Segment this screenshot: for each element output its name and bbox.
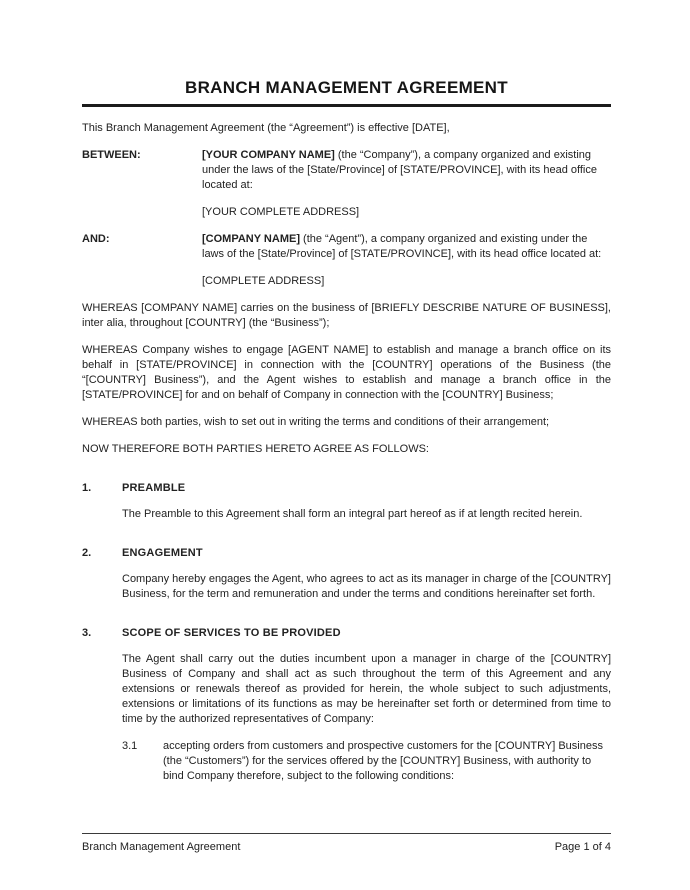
subitem-3-1-number: 3.1 <box>122 740 138 752</box>
section-scope <box>82 626 611 784</box>
subitem-3-1-text: accepting orders from customers and prospective customers for the [COUNTRY] Business (the “Customers”) for the services offered by the [COUNTRY] Business, with authority to bind Company therefore, subject to the following conditions: <box>163 740 603 782</box>
section-scope-title: SCOPE OF SERVICES TO BE PROVIDED <box>122 627 341 639</box>
section-scope-subitem-3-1 <box>122 739 611 784</box>
party-between-address: [YOUR COMPLETE ADDRESS] <box>202 206 360 218</box>
section-engagement-body: Company hereby engages the Agent, who agrees to act as its manager in charge of the [COUNTRY] Business, for the term and remuneration and under the terms and conditions hereinafter set forth. <box>122 573 611 600</box>
recital-engagement: WHEREAS Company wishes to engage [AGENT NAME] to establish and manage a branch office on its behalf in [STATE/PROVINCE] in connection with the [COUNTRY] operations of the Business (the “[COUNTRY] Business”), and the Agent wishes to establish and manage a branch office in the [STATE/PROVINCE] for and on behalf of Company in connection with the [COUNTRY] Business; <box>82 344 611 401</box>
footer-document-name: Branch Management Agreement <box>82 841 241 853</box>
title-rule <box>82 104 611 107</box>
party-between-text <box>202 148 611 193</box>
section-preamble <box>82 481 611 522</box>
section-preamble-number: 1. <box>82 482 92 494</box>
intro-paragraph: This Branch Management Agreement (the “Agreement”) is effective [DATE], <box>82 122 450 134</box>
page-footer <box>82 833 611 854</box>
section-engagement-title: ENGAGEMENT <box>122 547 203 559</box>
party-and-label: AND: <box>82 233 110 245</box>
section-engagement-head <box>82 546 611 561</box>
recital-business: WHEREAS [COMPANY NAME] carries on the business of [BRIEFLY DESCRIBE NATURE OF BUSINESS], inter alia, throughout [COUNTRY] (the “Business”); <box>82 302 611 329</box>
document-content <box>82 78 611 784</box>
party-between-body: (the “Company”), a company organized and existing under the laws of the [State/Province] of [STATE/PROVINCE], with its head office located at: <box>202 149 597 191</box>
agree-clause: NOW THEREFORE BOTH PARTIES HERETO AGREE AS FOLLOWS: <box>82 443 429 455</box>
section-scope-body: The Agent shall carry out the duties incumbent upon a manager in charge of the [COUNTRY] Business of Company and shall act as such throughout the term of this Agreement and any extensions or renewals thereof as provided for herein, the whole subject to such adjustments, extensions or limitations of its functions as may be hereinafter set forth or determined from time to time by the authorized representatives of Company: <box>122 653 611 725</box>
footer-page-number: Page 1 of 4 <box>554 841 611 853</box>
section-engagement-number: 2. <box>82 547 92 559</box>
section-preamble-body: The Preamble to this Agreement shall form an integral part hereof as if at length recited herein. <box>122 508 583 520</box>
party-and-name: [COMPANY NAME] <box>202 233 300 245</box>
section-scope-head <box>82 626 611 641</box>
recital-terms: WHEREAS both parties, wish to set out in writing the terms and conditions of their arrangement; <box>82 416 550 428</box>
party-between-row <box>82 148 611 193</box>
section-preamble-head <box>82 481 611 496</box>
party-and-address: [COMPLETE ADDRESS] <box>202 275 325 287</box>
party-and-row <box>82 232 611 262</box>
party-between-label: BETWEEN: <box>82 149 141 161</box>
section-scope-number: 3. <box>82 627 92 639</box>
party-and-text <box>202 232 611 262</box>
section-engagement <box>82 546 611 602</box>
section-preamble-title: PREAMBLE <box>122 482 186 494</box>
party-between-name: [YOUR COMPANY NAME] <box>202 149 335 161</box>
document-title: BRANCH MANAGEMENT AGREEMENT <box>185 78 508 97</box>
party-and-body: (the “Agent”), a company organized and existing under the laws of the [State/Province] of [STATE/PROVINCE], with its head office located at: <box>202 233 602 260</box>
